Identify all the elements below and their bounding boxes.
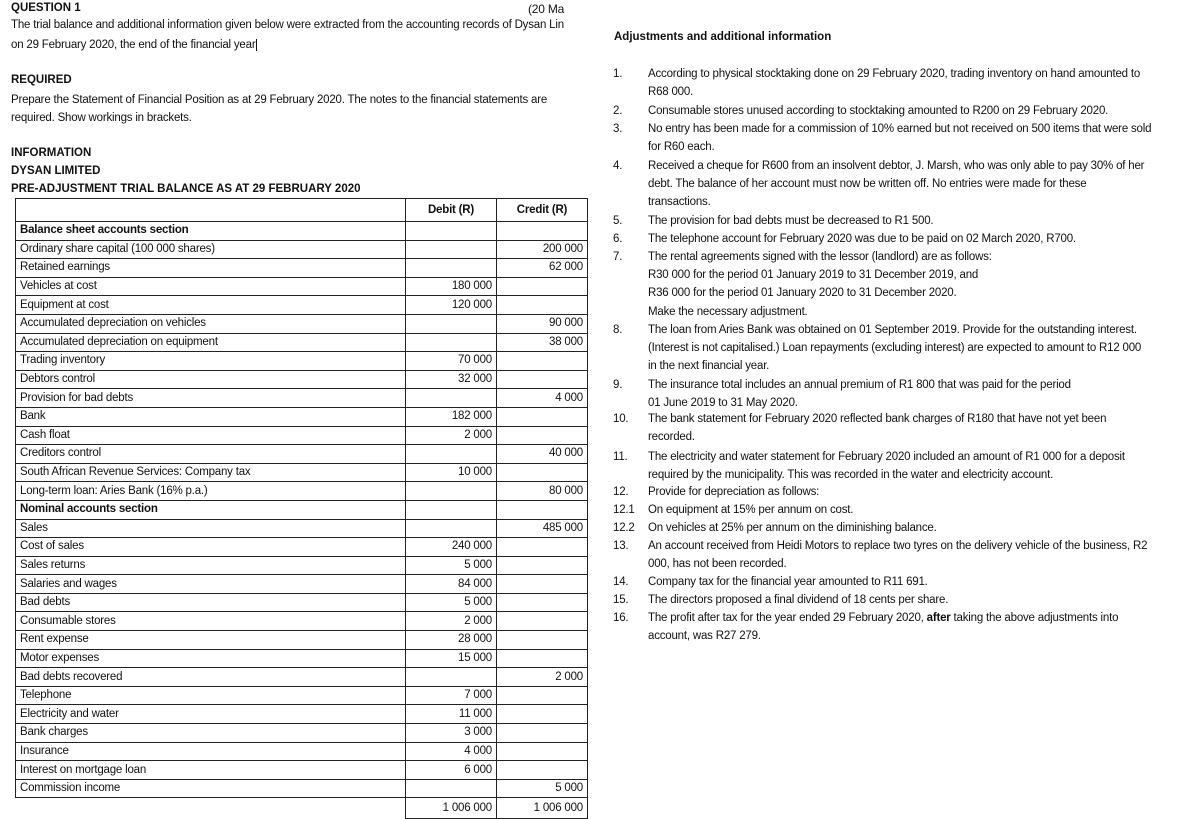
debit-amount — [406, 222, 497, 241]
adjustment-item — [613, 376, 1173, 412]
table-row — [16, 575, 588, 594]
debit-amount — [406, 333, 497, 352]
debit-amount: 120 000 — [406, 296, 497, 315]
adjustment-number: 9. — [613, 379, 623, 391]
debit-amount — [406, 482, 497, 501]
debit-amount: 182 000 — [406, 407, 497, 426]
table-row — [16, 649, 588, 668]
account-name: Creditors control — [16, 445, 406, 464]
adjustment-number: 12. — [613, 486, 629, 498]
table-row — [16, 240, 588, 259]
adjustment-item — [613, 120, 1173, 156]
credit-amount — [497, 612, 588, 631]
table-row — [16, 779, 588, 798]
table-row — [16, 407, 588, 426]
adjustment-text — [648, 376, 1173, 412]
debit-amount: 5 000 — [406, 593, 497, 612]
credit-amount — [497, 538, 588, 557]
account-name: Trading inventory — [16, 352, 406, 371]
account-name: Long-term loan: Aries Bank (16% p.a.) — [16, 482, 406, 501]
table-row — [16, 296, 588, 315]
table-row — [16, 593, 588, 612]
credit-amount — [497, 426, 588, 445]
table-row — [16, 352, 588, 371]
adjustment-item — [613, 65, 1173, 101]
account-name: Bank — [16, 407, 406, 426]
adjustment-text — [648, 483, 1173, 501]
credit-amount — [497, 296, 588, 315]
account-name: Rent expense — [16, 631, 406, 650]
total-debit: 1 006 000 — [406, 798, 497, 819]
adjustments-title: Adjustments and additional information — [614, 31, 832, 43]
credit-amount — [497, 463, 588, 482]
debit-amount: 4 000 — [406, 742, 497, 761]
adjustment-number: 5. — [613, 215, 623, 227]
adjustment-number: 1. — [613, 68, 623, 80]
adjustment-item — [613, 157, 1173, 212]
credit-amount: 40 000 — [497, 445, 588, 464]
debit-amount — [406, 389, 497, 408]
marks-label: (20 Ma — [528, 2, 565, 16]
debit-amount: 240 000 — [406, 538, 497, 557]
account-name: Accumulated depreciation on vehicles — [16, 314, 406, 333]
table-row — [16, 370, 588, 389]
adjustment-number: 14. — [613, 576, 629, 588]
adjustment-item — [613, 248, 1173, 321]
table-row — [16, 314, 588, 333]
required-line-2: required. Show workings in brackets. — [11, 112, 192, 124]
debit-amount — [406, 519, 497, 538]
adjustment-item — [613, 410, 1173, 446]
totals-blank-cell — [16, 798, 406, 819]
adjustment-item — [613, 102, 1173, 120]
account-name: Ordinary share capital (100 000 shares) — [16, 240, 406, 259]
credit-amount — [497, 631, 588, 650]
adjustment-line: Consumable stores unused according to stocktaking amounted to R200 on 29 February 2020. — [648, 105, 1109, 117]
adjustment-text — [648, 321, 1173, 376]
debit-amount: 10 000 — [406, 463, 497, 482]
adjustment-text — [648, 591, 1173, 609]
adjustment-line: taking the above adjustments into — [950, 612, 1119, 624]
adjustment-number: 13. — [613, 540, 629, 552]
adjustment-number: 12.1 — [613, 504, 635, 516]
adjustment-item — [613, 609, 1173, 645]
account-name: Bank charges — [16, 724, 406, 743]
adjustment-line: R30 000 for the period 01 January 2019 to 31 December 2019, and — [648, 269, 979, 282]
adjustment-number: 12.2 — [613, 522, 635, 534]
account-name: Commission income — [16, 779, 406, 798]
adjustment-number: 4. — [613, 160, 623, 172]
credit-amount — [497, 556, 588, 575]
debit-amount: 32 000 — [406, 370, 497, 389]
adjustment-line: According to physical stocktaking done on 29 February 2020, trading inventory on hand amounted to — [648, 68, 1141, 80]
adjustment-line: 01 June 2019 to 31 May 2020. — [648, 397, 798, 410]
adjustment-line: The loan from Aries Bank was obtained on 01 September 2019. Provide for the outstanding interest. — [648, 324, 1137, 336]
credit-amount: 5 000 — [497, 779, 588, 798]
credit-amount — [497, 352, 588, 371]
trial-balance-title: PRE-ADJUSTMENT TRIAL BALANCE AS AT 29 FEBRUARY 2020 — [11, 183, 361, 195]
adjustment-number: 2. — [613, 105, 623, 117]
adjustment-line: 000, has not been recorded. — [648, 558, 787, 571]
credit-amount — [497, 724, 588, 743]
adjustment-number: 10. — [613, 413, 629, 425]
credit-amount — [497, 575, 588, 594]
table-row — [16, 463, 588, 482]
adjustment-line: R36 000 for the period 01 January 2020 to 31 December 2020. — [648, 287, 957, 300]
credit-amount — [497, 500, 588, 519]
account-name: Consumable stores — [16, 612, 406, 631]
debit-amount — [406, 445, 497, 464]
table-row — [16, 426, 588, 445]
adjustment-number: 8. — [613, 324, 623, 336]
trial-balance-header-row — [16, 199, 588, 222]
adjustment-emphasis: after — [926, 612, 951, 624]
adjustment-line: The bank statement for February 2020 reflected bank charges of R180 that have not yet been — [648, 413, 1107, 425]
adjustment-item — [613, 212, 1173, 230]
credit-column-header: Credit (R) — [497, 199, 588, 222]
table-row — [16, 742, 588, 761]
adjustment-line: Received a cheque for R600 from an insolvent debtor, J. Marsh, who was only able to pay 30% of her — [648, 160, 1145, 172]
adjustment-item — [613, 321, 1173, 376]
table-row — [16, 686, 588, 705]
section-row — [16, 222, 588, 241]
adjustment-line: An account received from Heidi Motors to replace two tyres on the delivery vehicle of the business, R2 — [648, 540, 1148, 552]
credit-amount — [497, 686, 588, 705]
adjustment-item — [613, 230, 1173, 248]
account-name: Provision for bad debts — [16, 389, 406, 408]
table-row — [16, 445, 588, 464]
adjustment-text — [648, 230, 1173, 248]
table-row — [16, 389, 588, 408]
table-row — [16, 705, 588, 724]
debit-amount — [406, 500, 497, 519]
adjustment-number: 16. — [613, 612, 629, 624]
trial-balance-table — [15, 198, 588, 819]
adjustment-line: The rental agreements signed with the lessor (landlord) are as follows: — [648, 251, 992, 263]
account-name: Cash float — [16, 426, 406, 445]
debit-amount: 3 000 — [406, 724, 497, 743]
adjustment-text — [648, 573, 1173, 591]
intro-line-2: on 29 February 2020, the end of the financial year — [11, 36, 260, 54]
header-blank-cell — [16, 199, 406, 222]
credit-amount: 62 000 — [497, 259, 588, 278]
adjustment-line: The electricity and water statement for February 2020 included an amount of R1 000 for a deposit — [648, 451, 1125, 463]
adjustment-number: 3. — [613, 123, 623, 135]
credit-amount — [497, 277, 588, 296]
adjustment-text — [648, 65, 1173, 101]
adjustment-line: No entry has been made for a commission of 10% earned but not received on 500 items that were sold — [648, 123, 1152, 135]
adjustment-line: Make the necessary adjustment. — [648, 305, 808, 318]
credit-amount — [497, 593, 588, 612]
totals-row — [16, 798, 588, 819]
credit-amount — [497, 705, 588, 724]
adjustment-line: required by the municipality. This was recorded in the water and electricity account. — [648, 469, 1054, 482]
credit-amount: 2 000 — [497, 668, 588, 687]
credit-amount: 90 000 — [497, 314, 588, 333]
adjustment-line: The directors proposed a final dividend of 18 cents per share. — [648, 594, 949, 606]
debit-amount: 7 000 — [406, 686, 497, 705]
debit-amount: 28 000 — [406, 631, 497, 650]
required-heading: REQUIRED — [11, 74, 72, 86]
debit-amount: 84 000 — [406, 575, 497, 594]
adjustment-item — [613, 501, 1173, 519]
table-row — [16, 259, 588, 278]
debit-amount: 180 000 — [406, 277, 497, 296]
total-credit: 1 006 000 — [497, 798, 588, 819]
adjustment-text — [648, 120, 1173, 156]
adjustment-line: Company tax for the financial year amounted to R11 691. — [648, 576, 928, 588]
company-name: DYSAN LIMITED — [11, 165, 101, 177]
debit-amount: 15 000 — [406, 649, 497, 668]
account-name: Motor expenses — [16, 649, 406, 668]
table-row — [16, 333, 588, 352]
credit-amount — [497, 370, 588, 389]
account-name: Salaries and wages — [16, 575, 406, 594]
adjustment-line: On equipment at 15% per annum on cost. — [648, 504, 854, 516]
required-line-1: Prepare the Statement of Financial Position as at 29 February 2020. The notes to the financial statements are — [11, 94, 548, 106]
credit-amount: 80 000 — [497, 482, 588, 501]
adjustment-text — [648, 501, 1173, 519]
table-row — [16, 612, 588, 631]
account-name: Nominal accounts section — [16, 500, 406, 519]
adjustment-number: 11. — [613, 451, 628, 463]
adjustment-line: The profit after tax for the year ended 29 February 2020, — [648, 612, 927, 624]
adjustment-item — [613, 591, 1173, 609]
debit-amount: 6 000 — [406, 761, 497, 780]
adjustment-text — [648, 519, 1173, 537]
account-name: Equipment at cost — [16, 296, 406, 315]
credit-amount — [497, 761, 588, 780]
adjustment-number: 7. — [613, 251, 623, 263]
debit-amount — [406, 240, 497, 259]
adjustments-list — [613, 0, 1173, 818]
debit-column-header: Debit (R) — [406, 199, 497, 222]
table-row — [16, 519, 588, 538]
account-name: Sales — [16, 519, 406, 538]
table-row — [16, 556, 588, 575]
adjustment-line: Provide for depreciation as follows: — [648, 486, 820, 498]
section-row — [16, 500, 588, 519]
debit-amount — [406, 668, 497, 687]
adjustment-line: The provision for bad debts must be decreased to R1 500. — [648, 215, 934, 227]
question-label: QUESTION 1 — [11, 2, 81, 14]
adjustment-item — [613, 448, 1173, 484]
adjustment-text — [648, 102, 1173, 120]
credit-amount: 485 000 — [497, 519, 588, 538]
account-name: Bad debts recovered — [16, 668, 406, 687]
adjustment-number: 6. — [613, 233, 623, 245]
debit-amount: 70 000 — [406, 352, 497, 371]
intro-line-1: The trial balance and additional information given below were extracted from the accounting records of Dysan Lin — [11, 19, 564, 31]
debit-amount: 11 000 — [406, 705, 497, 724]
table-row — [16, 482, 588, 501]
adjustment-text — [648, 448, 1173, 484]
adjustment-line: in the next financial year. — [648, 360, 770, 373]
adjustment-item — [613, 519, 1173, 537]
adjustment-text — [648, 609, 1173, 645]
account-name: Telephone — [16, 686, 406, 705]
adjustment-text — [648, 212, 1173, 230]
adjustment-number: 15. — [613, 594, 629, 606]
credit-amount — [497, 742, 588, 761]
account-name: Vehicles at cost — [16, 277, 406, 296]
table-row — [16, 668, 588, 687]
adjustment-line: for R60 each. — [648, 141, 715, 154]
credit-amount — [497, 649, 588, 668]
adjustment-line: account, was R27 279. — [648, 630, 761, 643]
debit-amount: 2 000 — [406, 426, 497, 445]
adjustment-line: debt. The balance of her account must now be written off. No entries were made for these — [648, 178, 1087, 191]
credit-amount — [497, 222, 588, 241]
adjustment-text — [648, 248, 1173, 321]
debit-amount — [406, 779, 497, 798]
account-name: Retained earnings — [16, 259, 406, 278]
table-row — [16, 277, 588, 296]
debit-amount: 5 000 — [406, 556, 497, 575]
adjustment-line: recorded. — [648, 431, 695, 444]
adjustment-line: transactions. — [648, 196, 711, 209]
account-name: Bad debts — [16, 593, 406, 612]
credit-amount: 200 000 — [497, 240, 588, 259]
adjustment-text — [648, 537, 1173, 573]
table-row — [16, 761, 588, 780]
account-name: Interest on mortgage loan — [16, 761, 406, 780]
adjustment-item — [613, 537, 1173, 573]
account-name: Insurance — [16, 742, 406, 761]
adjustment-item — [613, 483, 1173, 501]
credit-amount — [497, 407, 588, 426]
debit-amount — [406, 259, 497, 278]
credit-amount: 38 000 — [497, 333, 588, 352]
adjustment-text — [648, 410, 1173, 446]
account-name: Accumulated depreciation on equipment — [16, 333, 406, 352]
adjustment-item — [613, 573, 1173, 591]
adjustment-text — [648, 157, 1173, 212]
account-name: Balance sheet accounts section — [16, 222, 406, 241]
table-row — [16, 724, 588, 743]
debit-amount: 2 000 — [406, 612, 497, 631]
adjustment-line: The insurance total includes an annual premium of R1 800 that was paid for the period — [648, 379, 1071, 391]
table-row — [16, 538, 588, 557]
adjustment-line: The telephone account for February 2020 was due to be paid on 02 March 2020, R700. — [648, 233, 1076, 245]
credit-amount: 4 000 — [497, 389, 588, 408]
account-name: Sales returns — [16, 556, 406, 575]
account-name: Cost of sales — [16, 538, 406, 557]
adjustment-line: On vehicles at 25% per annum on the diminishing balance. — [648, 522, 937, 534]
account-name: South African Revenue Services: Company tax — [16, 463, 406, 482]
table-row — [16, 631, 588, 650]
information-heading: INFORMATION — [11, 147, 92, 159]
debit-amount — [406, 314, 497, 333]
adjustment-line: (Interest is not capitalised.) Loan repayments (excluding interest) are expected to amount to R12 000 — [648, 342, 1142, 355]
account-name: Debtors control — [16, 370, 406, 389]
account-name: Electricity and water — [16, 705, 406, 724]
adjustment-line: R68 000. — [648, 86, 694, 99]
